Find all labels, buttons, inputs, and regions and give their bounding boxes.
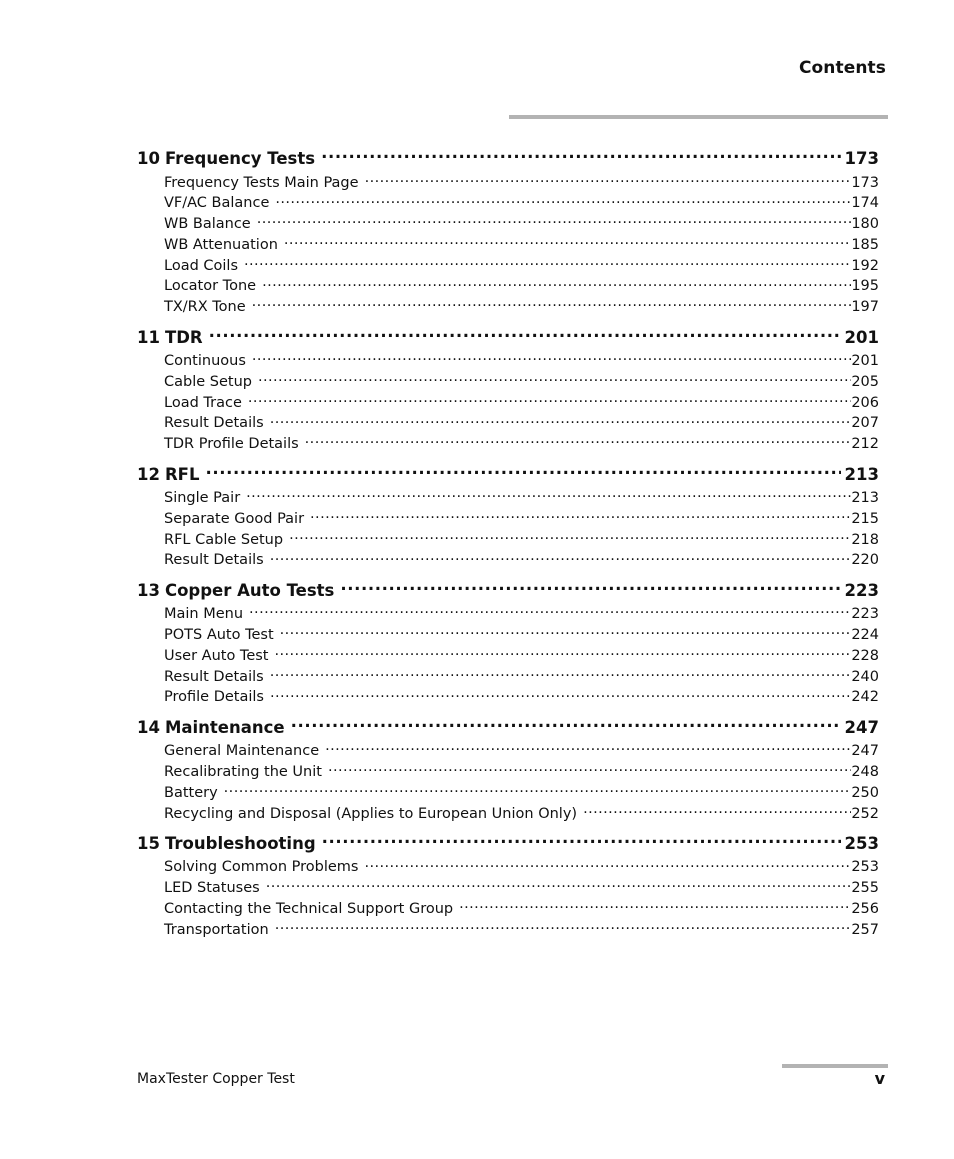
toc-chapter-entry[interactable] [137,324,879,351]
section-page-number: 206 [851,394,879,411]
toc-section-entry[interactable] [137,803,879,824]
chapter-number: 11 [137,327,160,347]
footer-divider [782,1064,888,1068]
section-title: Frequency Tests Main Page [164,174,359,191]
dot-leader [325,741,851,756]
toc-section-entry[interactable] [137,434,879,455]
section-title: Profile Details [164,689,264,706]
dot-leader [244,255,851,270]
toc-section-entry[interactable] [137,550,879,571]
toc-section-entry[interactable] [137,625,879,646]
dot-leader [262,276,851,291]
toc-section-entry[interactable] [137,234,879,255]
toc-chapter [137,830,879,940]
section-title: WB Attenuation [164,236,278,253]
chapter-number: 12 [137,464,160,484]
toc-section-entry[interactable] [137,392,879,413]
section-page-number: 218 [851,531,879,548]
section-title: General Maintenance [164,743,320,760]
toc-section-entry[interactable] [137,666,879,687]
toc-section-entry[interactable] [137,508,879,529]
section-title: Main Menu [164,606,244,623]
section-page-number: 192 [851,257,879,274]
section-title: Recalibrating the Unit [164,764,322,781]
section-title: VF/AC Balance [164,195,270,212]
chapter-number: 10 [137,149,160,168]
footer-page-number: v [874,1069,885,1088]
section-page-number: 247 [851,743,879,760]
toc-section-entry[interactable] [137,782,879,803]
toc-section-entry[interactable] [137,878,879,899]
toc-chapter-entry[interactable] [137,145,879,172]
chapter-title: Frequency Tests [164,149,316,168]
dot-leader [583,803,851,818]
chapter-title: RFL [164,464,200,484]
toc-section-entry[interactable] [137,687,879,708]
toc-chapter [137,714,879,824]
toc-section-entry[interactable] [137,193,879,214]
toc-chapter-entry[interactable] [137,830,879,857]
section-title: WB Balance [164,216,251,233]
dot-leader [322,832,841,849]
section-page-number: 224 [851,627,879,644]
toc-section-entry[interactable] [137,488,879,509]
section-title: Transportation [164,921,269,938]
dot-leader [340,579,840,596]
toc-chapter [137,145,879,318]
dot-leader [252,297,852,312]
toc-section-entry[interactable] [137,172,879,193]
dot-leader [249,604,851,619]
chapter-number: 13 [137,580,160,600]
toc-section-entry[interactable] [137,529,879,550]
toc-section-entry[interactable] [137,371,879,392]
toc-section-entry[interactable] [137,857,879,878]
dot-leader [310,508,851,523]
dot-leader [270,413,852,428]
section-page-number: 180 [851,216,879,233]
section-title: Result Details [164,668,264,685]
chapter-number: 14 [137,717,160,737]
chapter-page-number: 253 [844,833,879,853]
section-page-number: 197 [851,299,879,316]
footer-product-name: MaxTester Copper Test [137,1071,295,1087]
dot-leader [321,148,840,165]
toc-section-entry[interactable] [137,255,879,276]
toc-chapter-entry[interactable] [137,461,879,488]
dot-leader [270,666,852,681]
dot-leader [205,463,840,480]
section-title: Separate Good Pair [164,510,305,527]
toc-chapter-entry[interactable] [137,577,879,604]
section-page-number: 205 [851,373,879,390]
dot-leader [248,392,851,407]
section-page-number: 257 [851,921,879,938]
chapter-title: Troubleshooting [164,833,316,853]
dot-leader [266,878,852,893]
section-title: TDR Profile Details [164,436,299,453]
dot-leader [291,716,841,733]
dot-leader [365,172,852,187]
section-page-number: 250 [851,784,879,801]
section-title: Recycling and Disposal (Applies to European Union Only) [164,805,578,822]
chapter-page-number: 213 [844,464,879,484]
section-page-number: 207 [851,415,879,432]
dot-leader [270,687,851,702]
section-page-number: 252 [851,805,879,822]
dot-leader [224,782,852,797]
section-title: Result Details [164,415,264,432]
toc-section-entry[interactable] [137,413,879,434]
section-title: TX/RX Tone [164,299,246,316]
chapter-page-number: 201 [844,327,879,347]
dot-leader [280,625,852,640]
section-title: Locator Tone [164,278,257,295]
section-page-number: 228 [851,647,879,664]
section-page-number: 185 [851,236,879,253]
toc-chapter [137,324,879,455]
section-page-number: 213 [851,490,879,507]
section-title: Single Pair [164,490,241,507]
dot-leader [459,899,851,914]
toc-section-entry[interactable] [137,276,879,297]
section-page-number: 253 [851,859,879,876]
header-divider [509,115,888,119]
page-title: Contents [798,58,886,78]
section-page-number: 255 [851,880,879,897]
dot-leader [364,857,851,872]
section-title: Battery [164,784,218,801]
section-page-number: 215 [851,510,879,527]
section-page-number: 248 [851,764,879,781]
dot-leader [275,645,852,660]
dot-leader [252,351,851,366]
dot-leader [270,550,852,565]
toc-section-entry[interactable] [137,919,879,940]
dot-leader [305,434,852,449]
toc-section-entry[interactable] [137,351,879,372]
toc-chapter [137,461,879,571]
section-page-number: 195 [851,278,879,295]
section-page-number: 223 [851,606,879,623]
toc-section-entry[interactable] [137,604,879,625]
section-page-number: 201 [851,353,879,370]
dot-leader [289,529,851,544]
chapter-page-number: 247 [844,717,879,737]
toc-section-entry[interactable] [137,214,879,235]
section-title: Result Details [164,552,264,569]
dot-leader [328,762,851,777]
chapter-title: Maintenance [164,717,285,737]
section-title: Solving Common Problems [164,859,359,876]
toc-chapter [137,577,879,708]
section-page-number: 212 [851,436,879,453]
section-title: User Auto Test [164,647,269,664]
toc-section-entry[interactable] [137,297,879,318]
section-page-number: 173 [851,174,879,191]
dot-leader [209,326,841,343]
toc-section-entry[interactable] [137,899,879,920]
section-page-number: 240 [851,668,879,685]
section-page-number: 256 [851,901,879,918]
dot-leader [246,488,851,503]
section-title: Cable Setup [164,373,252,390]
section-title: Load Coils [164,257,239,274]
section-page-number: 220 [851,552,879,569]
chapter-page-number: 223 [844,580,879,600]
dot-leader [284,234,851,249]
section-title: RFL Cable Setup [164,531,284,548]
dot-leader [257,214,852,229]
section-title: Load Trace [164,394,242,411]
table-of-contents [137,145,879,946]
section-title: Contacting the Technical Support Group [164,901,454,918]
dot-leader [258,371,851,386]
section-title: POTS Auto Test [164,627,274,644]
dot-leader [275,193,851,208]
section-page-number: 242 [851,689,879,706]
toc-section-entry[interactable] [137,741,879,762]
chapter-title: TDR [164,327,203,347]
chapter-page-number: 173 [844,149,879,168]
chapter-number: 15 [137,833,160,853]
toc-section-entry[interactable] [137,645,879,666]
toc-section-entry[interactable] [137,762,879,783]
section-title: Continuous [164,353,246,370]
section-title: LED Statuses [164,880,260,897]
dot-leader [275,919,852,934]
toc-chapter-entry[interactable] [137,714,879,741]
section-page-number: 174 [851,195,879,212]
chapter-title: Copper Auto Tests [164,580,335,600]
